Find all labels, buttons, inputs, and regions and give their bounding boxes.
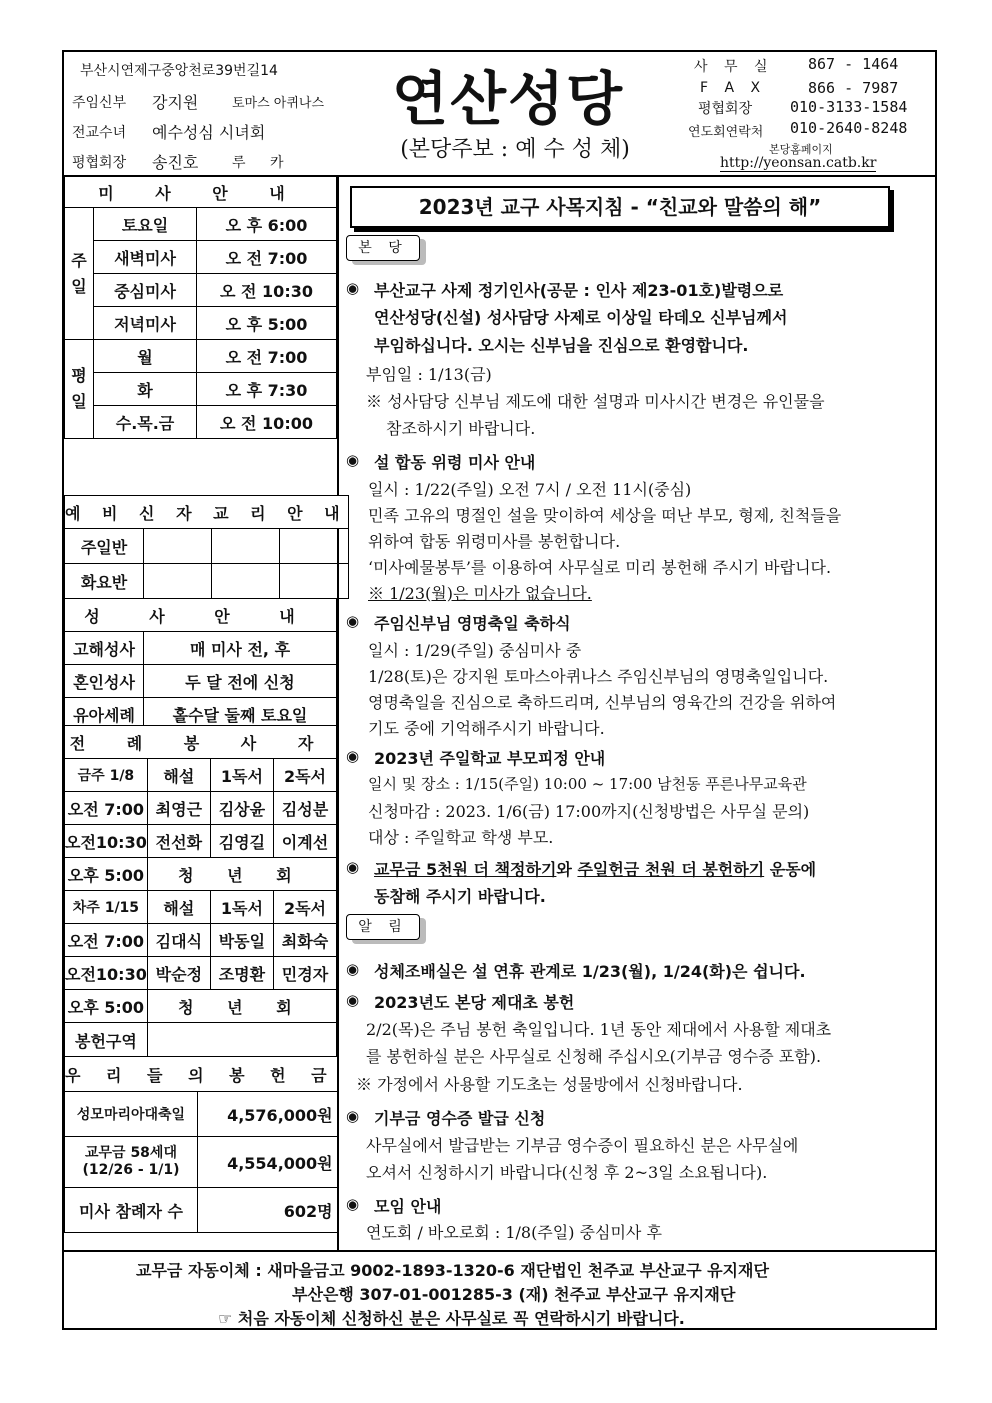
mass-sun-0-name: 토요일 (94, 208, 197, 241)
council-saint: 루 카 (232, 155, 294, 171)
page-title: 연산성당 (391, 65, 625, 133)
council-name: 송진호 (152, 153, 199, 172)
weekday-label: 평일 (65, 340, 94, 439)
footer-line-2: 부산은행 307-01-001285-3 (재) 천주교 부산교구 유지재단 (292, 1285, 736, 1304)
mass-table (64, 176, 337, 439)
bullet-icon: ◉ (346, 451, 360, 469)
bullet-icon: ◉ (346, 279, 360, 297)
liturgy-week2-label: 차주 1/15 (65, 891, 148, 924)
liturgy-role2-2: 2독서 (273, 891, 336, 924)
candle-line-1: 2/2(목)은 주님 봉헌 축일입니다. 1년 동안 제대에서 사용할 제대초 (366, 1020, 832, 1039)
priest-name: 강지원 (152, 93, 199, 112)
school-title: 2023년 주일학교 부모피정 안내 (374, 749, 606, 768)
school-line-1: 일시 및 장소 : 1/15(주일) 10:00 ~ 17:00 남천동 푸른나무교육관 (368, 775, 807, 793)
liturgy-w1-0-time: 오전 7:00 (65, 792, 148, 825)
offering-0-name: 성모마리아대축일 (65, 1092, 198, 1137)
bullet-icon: ◉ (346, 747, 360, 765)
mass-week-2-time: 오 전 10:00 (197, 406, 337, 439)
liturgy-role-1: 1독서 (210, 759, 273, 792)
appointment-date: 부임일 : 1/13(금) (366, 365, 492, 384)
candle-line-2: 를 봉헌하실 분은 사무실로 신청해 주십시오(기부금 영수증 포함). (366, 1047, 822, 1066)
feast-line-4: 기도 중에 기억해주시기 바랍니다. (368, 719, 605, 738)
offering-1-value: 4,554,000원 (198, 1137, 338, 1188)
address: 부산시연제구중앙천로39번길14 (80, 63, 278, 79)
receipt-line-1: 사무실에서 발급받는 기부금 영수증이 필요하신 분은 사무실에 (366, 1136, 799, 1155)
appointment-line-3: 부임하십니다. 오시는 신부님을 진심으로 환영합니다. (374, 336, 749, 355)
liturgy-w2-0-n2: 최화숙 (273, 924, 336, 957)
liturgy-w2-2-group: 청 년 회 (147, 990, 336, 1023)
liturgy-w2-0-time: 오전 7:00 (65, 924, 148, 957)
feast-line-1: 일시 : 1/29(주일) 중심미사 중 (368, 641, 582, 660)
liturgy-role-2: 2독서 (273, 759, 336, 792)
contact-label-yeondo: 연도회연락처 (688, 125, 764, 140)
catechism-title: 예 비 신 자 교 리 안 내 (65, 496, 349, 529)
liturgy-table (64, 725, 337, 1058)
appointment-line-2: 연산성당(신설) 성사담당 사제로 이상일 타데오 신부님께서 (374, 308, 788, 327)
liturgy-role-0: 해설 (147, 759, 210, 792)
liturgy-w1-2-time: 오후 5:00 (65, 858, 148, 891)
receipt-line-2: 오셔서 신청하시기 바랍니다(신청 후 2~3일 소요됩니다). (366, 1163, 768, 1182)
sacrament-1-value: 두 달 전에 신청 (144, 665, 337, 698)
sacrament-0-value: 매 미사 전, 후 (144, 632, 337, 665)
receipt-title: 기부금 영수증 발급 신청 (374, 1109, 546, 1128)
mass-sun-2-name: 중심미사 (94, 274, 197, 307)
mass-title: 미 사 안 내 (65, 177, 337, 208)
mass-sun-2-time: 오 전 10:30 (197, 274, 337, 307)
mass-week-2-name: 수.목.금 (94, 406, 197, 439)
campaign-line-1: 교무금 5천원 더 책정하기와 주일헌금 천원 더 봉헌하기 운동에 (374, 860, 817, 879)
mass-sun-3-time: 오 후 5:00 (197, 307, 337, 340)
appointment-note-2: 참조하시기 바랍니다. (386, 419, 536, 438)
liturgy-week1-label: 금주 1/8 (65, 759, 148, 792)
liturgy-w2-2-time: 오후 5:00 (65, 990, 148, 1023)
liturgy-w2-0-n1: 박동일 (210, 924, 273, 957)
priest-label: 주임신부 (72, 95, 127, 111)
feast-line-2: 1/28(토)은 강지원 토마스아퀴나스 주임신부님의 영명축일입니다. (368, 667, 829, 686)
contact-value-council: 010-3133-1584 (790, 98, 908, 116)
offering-1-name: 교무금 58세대 (12/26 - 1/1) (65, 1137, 198, 1188)
offering-title: 우 리 들 의 봉 헌 금 (65, 1057, 338, 1092)
tab-notice: 알 림 (346, 914, 420, 940)
lunar-line-4: ‘미사예물봉투’를 이용하여 사무실로 미리 봉헌해 주시기 바랍니다. (368, 558, 832, 577)
sacrament-1-name: 혼인성사 (65, 665, 144, 698)
catechism-row-tuesday: 화요반 (65, 564, 144, 599)
contact-label-fax: F A X (700, 80, 767, 96)
liturgy-w1-1-n2: 이계선 (273, 825, 336, 858)
mass-sun-1-name: 새벽미사 (94, 241, 197, 274)
candle-title: 2023년도 본당 제대초 봉헌 (374, 993, 575, 1012)
lunar-note: ※ 1/23(월)은 미사가 없습니다. (368, 584, 592, 603)
contact-label-council: 평협회장 (698, 101, 753, 117)
sacrament-0-name: 고해성사 (65, 632, 144, 665)
liturgy-w1-1-time: 오전10:30 (65, 825, 148, 858)
candle-note: ※ 가정에서 사용할 기도초는 성물방에서 신청바랍니다. (356, 1075, 743, 1094)
sunday-label: 주일 (65, 208, 94, 340)
liturgy-w1-1-n0: 전선화 (147, 825, 210, 858)
liturgy-w1-2-group: 청 년 회 (147, 858, 336, 891)
council-label: 평협회장 (72, 155, 127, 171)
contact-value-fax: 866 - 7987 (808, 79, 899, 97)
offering-table (64, 1056, 338, 1233)
liturgy-w1-0-n2: 김성분 (273, 792, 336, 825)
bullet-icon: ◉ (346, 1107, 360, 1125)
lunar-line-3: 위하여 합동 위령미사를 봉헌합니다. (368, 532, 621, 551)
sacrament-table (64, 598, 337, 731)
school-line-2: 신청마감 : 2023. 1/6(금) 17:00까지(신청방법은 사무실 문의) (368, 802, 810, 821)
liturgy-w2-1-time: 오전10:30 (65, 957, 148, 990)
contact-value-yeondo: 010-2640-8248 (790, 119, 908, 137)
offering-2-value: 602명 (198, 1188, 338, 1233)
page-subtitle: (본당주보 : 예 수 성 체) (400, 137, 630, 162)
offering-2-name: 미사 참례자 수 (65, 1188, 198, 1233)
nun-label: 전교수녀 (72, 125, 127, 141)
footer-divider (62, 1250, 937, 1252)
mass-week-1-time: 오 후 7:30 (197, 373, 337, 406)
liturgy-w1-0-n0: 최영근 (147, 792, 210, 825)
bullet-icon: ◉ (346, 991, 360, 1009)
mass-sun-1-time: 오 전 7:00 (197, 241, 337, 274)
sacrament-2-name: 유아세례 (65, 698, 144, 731)
footer-line-3: ☞ 처음 자동이체 신청하신 분은 사무실로 꼭 연락하시기 바랍니다. (218, 1309, 685, 1328)
liturgy-w2-0-n0: 김대식 (147, 924, 210, 957)
bullet-icon: ◉ (346, 960, 360, 978)
mass-week-1-name: 화 (94, 373, 197, 406)
bullet-icon: ◉ (346, 612, 360, 630)
bullet-icon: ◉ (346, 858, 360, 876)
notice-closed: 성체조배실은 설 연휴 관계로 1/23(월), 1/24(화)은 쉽니다. (374, 962, 806, 981)
homepage-link[interactable]: http://yeonsan.catb.kr (720, 155, 877, 171)
lunar-line-1: 일시 : 1/22(주일) 오전 7시 / 오전 11시(중심) (368, 480, 692, 499)
liturgy-w2-1-n2: 민경자 (273, 957, 336, 990)
campaign-line-2: 동참해 주시기 바랍니다. (374, 887, 546, 906)
bullet-icon: ◉ (346, 1195, 360, 1213)
catechism-row-sunday: 주일반 (65, 529, 144, 564)
appointment-note-1: ※ 성사담당 신부님 제도에 대한 설명과 미사시간 변경은 유인물을 (366, 392, 825, 411)
sacrament-title: 성 사 안 내 (65, 599, 337, 632)
liturgy-role2-1: 1독서 (210, 891, 273, 924)
lunar-title: 설 합동 위령 미사 안내 (374, 453, 536, 472)
priest-saint: 토마스 아퀴나스 (232, 96, 325, 111)
nun-name: 예수성심 시녀회 (152, 123, 266, 142)
offering-0-value: 4,576,000원 (198, 1092, 338, 1137)
catechism-table (64, 495, 349, 599)
offering-area-label: 봉헌구역 (65, 1023, 148, 1058)
lunar-line-2: 민족 고유의 명절인 설을 맞이하여 세상을 떠난 부모, 형제, 친척들을 (368, 506, 842, 525)
contact-value-office: 867 - 1464 (808, 55, 899, 73)
mass-week-0-time: 오 전 7:00 (197, 340, 337, 373)
feast-line-3: 영명축일을 진심으로 축하드리며, 신부님의 영육간의 건강을 위하여 (368, 693, 837, 712)
footer-line-1: 교무금 자동이체 : 새마을금고 9002-1893-1320-6 재단법인 천주교 부산교구 유지재단 (136, 1261, 769, 1280)
pastoral-theme-banner: 2023년 교구 사목지침 - “친교와 말씀의 해” (350, 186, 890, 228)
contact-label-office: 사 무 실 (694, 59, 774, 75)
meeting-line: 연도회 / 바오로회 : 1/8(주일) 중심미사 후 (366, 1223, 662, 1242)
feast-title: 주임신부님 영명축일 축하식 (374, 614, 571, 633)
appointment-line-1: 부산교구 사제 정기인사(공문 : 인사 제23-01호)발령으로 (374, 281, 784, 300)
homepage-label: 본당홈페이지 (769, 143, 833, 156)
mass-week-0-name: 월 (94, 340, 197, 373)
liturgy-w2-1-n0: 박순정 (147, 957, 210, 990)
tab-parish: 본 당 (346, 235, 420, 261)
liturgy-w2-1-n1: 조명환 (210, 957, 273, 990)
liturgy-w1-0-n1: 김상윤 (210, 792, 273, 825)
liturgy-w1-1-n1: 김영길 (210, 825, 273, 858)
mass-sun-0-time: 오 후 6:00 (197, 208, 337, 241)
sacrament-2-value: 홀수달 둘째 토요일 (144, 698, 337, 731)
mass-sun-3-name: 저녁미사 (94, 307, 197, 340)
liturgy-title: 전 례 봉 사 자 (65, 726, 337, 759)
school-line-3: 대상 : 주일학교 학생 부모. (368, 828, 554, 847)
liturgy-role2-0: 해설 (147, 891, 210, 924)
meeting-title: 모임 안내 (374, 1197, 442, 1216)
